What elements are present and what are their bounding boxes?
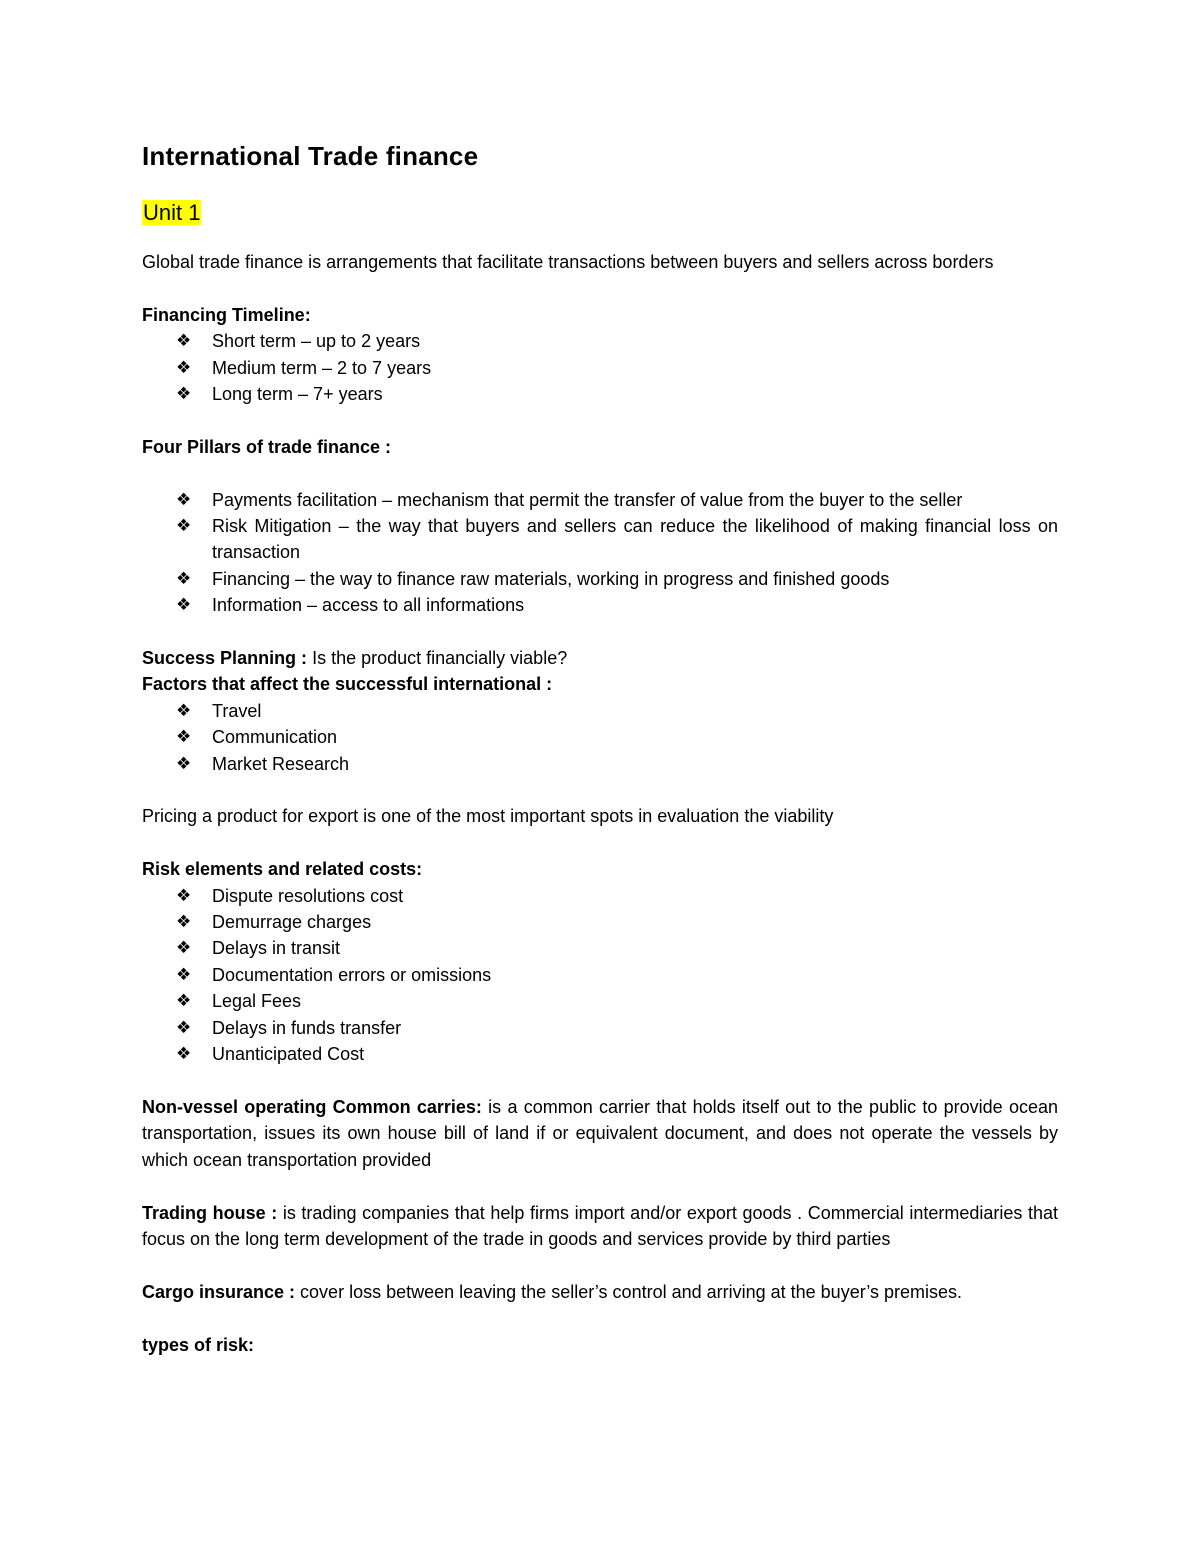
list-item: ❖ Risk Mitigation – the way that buyers and sellers can reduce the likelihood of making financial loss on transaction [142, 513, 1058, 566]
list-item: ❖ Information – access to all informations [142, 592, 1058, 618]
diamond-bullet-icon: ❖ [176, 595, 192, 616]
diamond-bullet-icon: ❖ [176, 384, 192, 405]
risk-elements-list [142, 883, 1058, 1068]
unit-heading [142, 197, 1058, 229]
nvocc-label: Non-vessel operating Common carries: [142, 1096, 482, 1117]
trading-house-text: is trading companies that help firms import and/or export goods . Commercial intermediaries that focus on the long term development of the trade in goods and services provide by third parties [142, 1202, 1058, 1249]
diamond-bullet-icon: ❖ [176, 964, 192, 985]
list-item: ❖ Legal Fees [142, 988, 1058, 1014]
diamond-bullet-icon: ❖ [176, 357, 192, 378]
list-item: ❖ Demurrage charges [142, 909, 1058, 935]
diamond-bullet-icon: ❖ [176, 489, 192, 510]
diamond-bullet-icon: ❖ [176, 1044, 192, 1065]
list-item: ❖ Long term – 7+ years [142, 381, 1058, 407]
four-pillars-heading: Four Pillars of trade finance : [142, 436, 392, 457]
list-item: ❖ Travel [142, 698, 1058, 724]
diamond-bullet-icon: ❖ [176, 331, 192, 352]
cargo-insurance-label: Cargo insurance : [142, 1281, 296, 1302]
trading-house-paragraph [142, 1200, 1058, 1253]
cargo-insurance-text: cover loss between leaving the seller’s control and arriving at the buyer’s premises. [295, 1281, 963, 1302]
diamond-bullet-icon: ❖ [176, 568, 192, 589]
diamond-bullet-icon: ❖ [176, 516, 192, 537]
risk-elements-heading: Risk elements and related costs: [142, 859, 423, 880]
success-planning-label: Success Planning : [142, 648, 308, 669]
nvocc-text: is a common carrier that holds itself out to the public to provide ocean transportation, issues its own house bill of land if or equivalent document, and does not operate the vessels by which ocean transportation provided [142, 1096, 1058, 1170]
diamond-bullet-icon: ❖ [176, 885, 192, 906]
factors-list [142, 698, 1058, 777]
list-item: ❖ Short term – up to 2 years [142, 328, 1058, 354]
diamond-bullet-icon: ❖ [176, 938, 192, 959]
financing-timeline-heading: Financing Timeline: [142, 304, 311, 325]
success-planning-line [142, 645, 1058, 671]
intro-paragraph: Global trade finance is arrangements that facilitate transactions between buyers and sellers across borders [142, 252, 994, 272]
factors-heading: Factors that affect the successful international : [142, 674, 553, 695]
document-title: International Trade finance [142, 141, 479, 171]
list-item: ❖ Communication [142, 724, 1058, 750]
diamond-bullet-icon: ❖ [176, 991, 192, 1012]
trading-house-label: Trading house : [142, 1202, 278, 1223]
document-page [142, 138, 1058, 1358]
nvocc-paragraph [142, 1094, 1058, 1173]
pricing-paragraph: Pricing a product for export is one of the most important spots in evaluation the viability [142, 806, 834, 827]
list-item: ❖ Medium term – 2 to 7 years [142, 355, 1058, 381]
list-item: ❖ Financing – the way to finance raw materials, working in progress and finished goods [142, 566, 1058, 592]
financing-timeline-list [142, 328, 1058, 407]
unit-highlight: Unit 1 [143, 200, 201, 225]
list-item: ❖ Market Research [142, 751, 1058, 777]
diamond-bullet-icon: ❖ [176, 700, 192, 721]
list-item: ❖ Payments facilitation – mechanism that permit the transfer of value from the buyer to the seller [142, 487, 1058, 513]
diamond-bullet-icon: ❖ [176, 912, 192, 933]
list-item: ❖ Dispute resolutions cost [142, 883, 1058, 909]
success-planning-text: Is the product financially viable? [307, 648, 568, 669]
list-item: ❖ Documentation errors or omissions [142, 962, 1058, 988]
types-of-risk-heading: types of risk: [142, 1334, 255, 1355]
cargo-insurance-paragraph [142, 1279, 1058, 1305]
list-item: ❖ Unanticipated Cost [142, 1041, 1058, 1067]
list-item: ❖ Delays in funds transfer [142, 1015, 1058, 1041]
list-item: ❖ Delays in transit [142, 935, 1058, 961]
diamond-bullet-icon: ❖ [176, 1017, 192, 1038]
diamond-bullet-icon: ❖ [176, 753, 192, 774]
diamond-bullet-icon: ❖ [176, 727, 192, 748]
four-pillars-list [142, 487, 1058, 619]
